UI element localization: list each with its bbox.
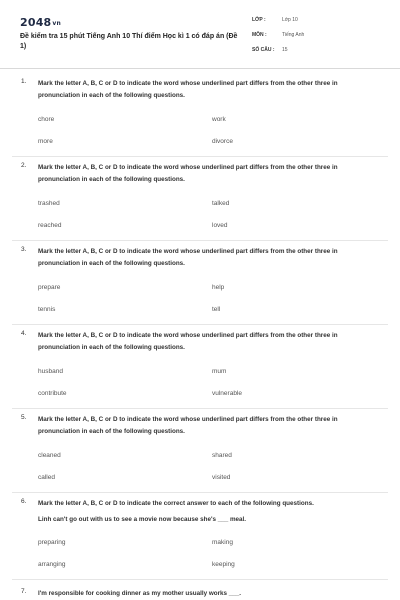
option-d[interactable]: visited xyxy=(212,474,231,481)
question-prompt: Mark the letter A, B, C or D to indicate the word whose underlined part differs from the other three in pronunciation in each of the following questions. xyxy=(38,80,338,99)
option-d[interactable]: loved xyxy=(212,222,228,229)
question-7 xyxy=(0,588,400,600)
option-c[interactable]: more xyxy=(38,138,53,145)
option-d[interactable]: tell xyxy=(212,306,221,313)
document-meta xyxy=(252,17,382,62)
option-a[interactable]: prepare xyxy=(38,284,61,291)
meta-count-value: 15 xyxy=(282,47,288,53)
question-divider xyxy=(12,240,388,241)
option-a[interactable]: preparing xyxy=(38,539,66,546)
question-prompt: Mark the letter A, B, C or D to indicate the correct answer to each of the following questions. xyxy=(38,500,314,507)
option-c[interactable]: called xyxy=(38,474,55,481)
meta-subject-label: MÔN : xyxy=(252,32,267,38)
question-number: 7. xyxy=(21,588,27,595)
option-d[interactable]: divorce xyxy=(212,138,233,145)
option-c[interactable]: contribute xyxy=(38,390,67,397)
question-prompt: Mark the letter A, B, C or D to indicate the word whose underlined part differs from the other three in pronunciation in each of the following questions. xyxy=(38,164,338,183)
question-divider xyxy=(12,579,388,580)
logo-suffix: vn xyxy=(52,19,62,27)
question-1 xyxy=(0,78,400,162)
option-b[interactable]: help xyxy=(212,284,225,291)
option-a[interactable]: trashed xyxy=(38,200,60,207)
question-4 xyxy=(0,330,400,414)
option-c[interactable]: tennis xyxy=(38,306,56,313)
meta-class-label: LỚP : xyxy=(252,17,266,23)
option-d[interactable]: keeping xyxy=(212,561,235,568)
meta-count-label: SỐ CÂU : xyxy=(252,47,275,53)
question-divider xyxy=(12,324,388,325)
option-a[interactable]: cleaned xyxy=(38,452,61,459)
option-b[interactable]: talked xyxy=(212,200,230,207)
option-c[interactable]: reached xyxy=(38,222,62,229)
question-2 xyxy=(0,162,400,246)
option-d[interactable]: vulnerable xyxy=(212,390,242,397)
meta-count-row xyxy=(252,47,382,62)
question-6 xyxy=(0,498,400,588)
option-a[interactable]: husband xyxy=(38,368,63,375)
option-a[interactable]: chore xyxy=(38,116,55,123)
question-3 xyxy=(0,246,400,330)
document-title: Đề kiểm tra 15 phút Tiếng Anh 10 Thí điểm Học kì 1 có đáp án (Đề 1) xyxy=(20,33,238,50)
logo-text: 2048 xyxy=(20,16,52,29)
option-b[interactable]: making xyxy=(212,539,233,546)
meta-class-row xyxy=(252,17,382,32)
option-b[interactable]: mum xyxy=(212,368,227,375)
question-number: 3. xyxy=(21,246,27,253)
question-number: 2. xyxy=(21,162,27,169)
option-b[interactable]: work xyxy=(212,116,226,123)
question-number: 1. xyxy=(21,78,27,85)
question-divider xyxy=(12,156,388,157)
question-prompt: I'm responsible for cooking dinner as my mother usually works ___. xyxy=(38,590,242,597)
meta-subject-value: Tiếng Anh xyxy=(282,32,305,38)
site-logo[interactable] xyxy=(20,16,61,29)
document-header xyxy=(0,0,400,69)
option-c[interactable]: arranging xyxy=(38,561,66,568)
question-divider xyxy=(12,492,388,493)
question-list xyxy=(0,78,400,600)
option-b[interactable]: shared xyxy=(212,452,232,459)
question-number: 6. xyxy=(21,498,27,505)
question-5 xyxy=(0,414,400,498)
question-subprompt: Linh can't go out with us to see a movie now because she's ___ meal. xyxy=(38,516,247,523)
question-prompt: Mark the letter A, B, C or D to indicate the word whose underlined part differs from the other three in pronunciation in each of the following questions. xyxy=(38,248,338,267)
question-divider xyxy=(12,408,388,409)
question-prompt: Mark the letter A, B, C or D to indicate the word whose underlined part differs from the other three in pronunciation in each of the following questions. xyxy=(38,416,338,435)
meta-subject-row xyxy=(252,32,382,47)
question-number: 4. xyxy=(21,330,27,337)
meta-class-value: Lớp 10 xyxy=(282,17,298,23)
question-number: 5. xyxy=(21,414,27,421)
question-prompt: Mark the letter A, B, C or D to indicate the word whose underlined part differs from the other three in pronunciation in each of the following questions. xyxy=(38,332,338,351)
